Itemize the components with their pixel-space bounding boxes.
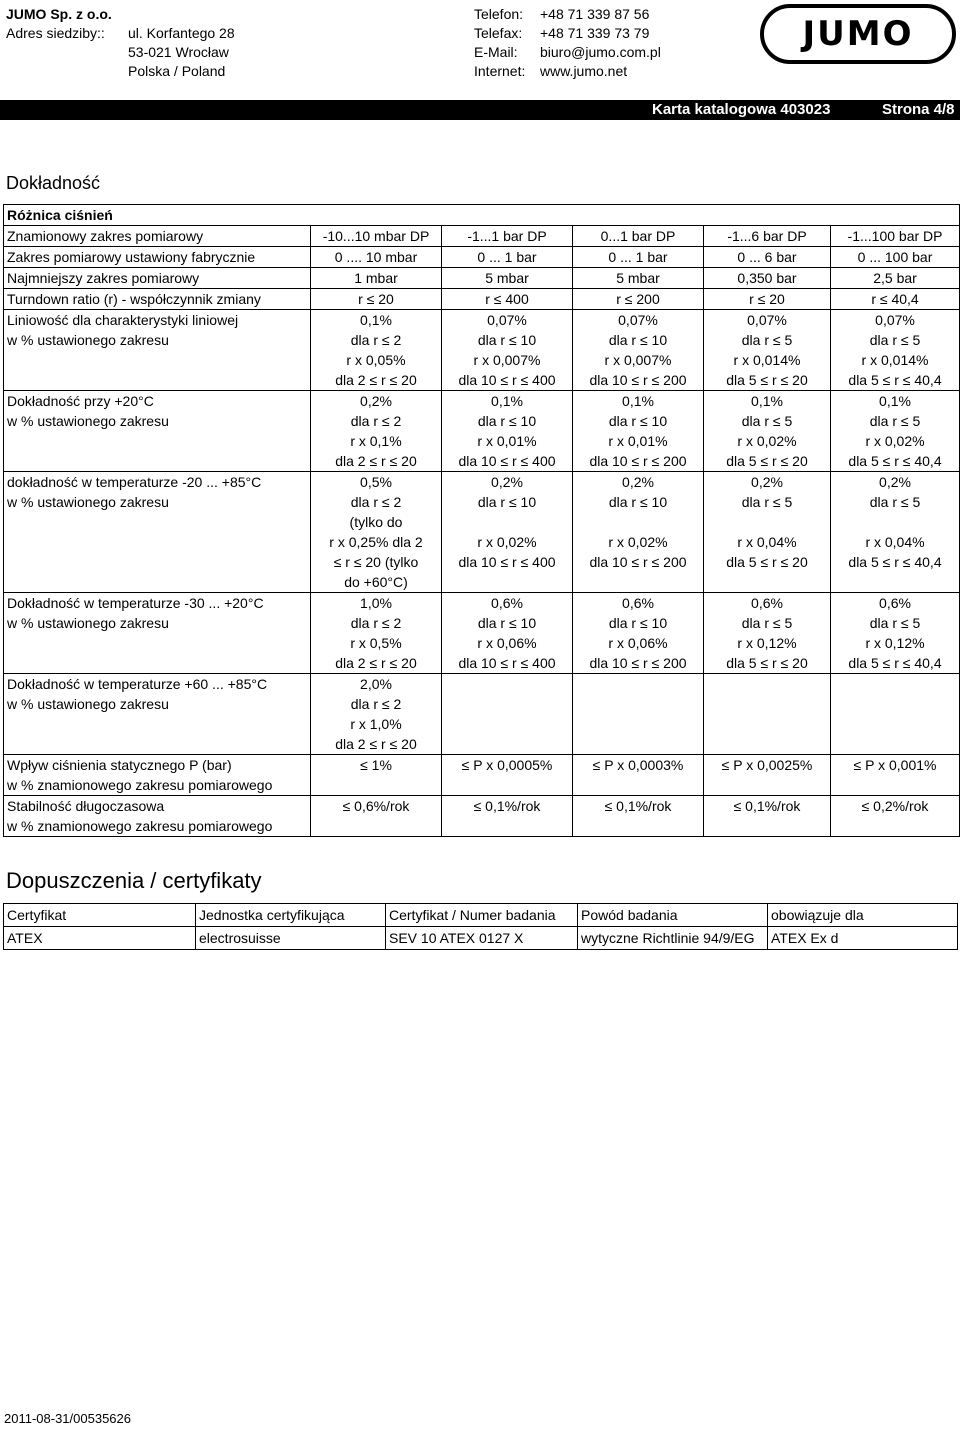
cell-line: (tylko do	[349, 514, 403, 530]
table-cell	[442, 714, 573, 755]
table-cell	[704, 674, 831, 715]
row-label-line: w % znamionowego zakresu pomiarowego	[7, 777, 273, 793]
section-title-accuracy: Dokładność	[6, 173, 101, 193]
table-cell: r ≤ 200	[573, 289, 704, 310]
title-bar	[0, 100, 960, 120]
cell-line: r x 0,01%	[608, 433, 668, 449]
table-cell	[442, 391, 573, 432]
table-cell	[831, 674, 960, 715]
certs-header-cell: Jednostka certyfikująca	[196, 904, 386, 927]
table-cell	[831, 532, 960, 593]
cell-line: dla 5 ≤ r ≤ 20	[726, 554, 808, 570]
table-cell: ≤ 0,6%/rok	[311, 796, 442, 837]
table-cell: 0 ... 6 bar	[704, 247, 831, 268]
table-cell	[573, 431, 704, 472]
cell-line: r x 0,25% dla 2	[329, 534, 423, 550]
table-cell: 0...1 bar DP	[573, 226, 704, 247]
table-cell: ≤ 0,1%/rok	[442, 796, 573, 837]
table-row	[4, 472, 960, 533]
table-cell	[704, 310, 831, 351]
cell-line: dla 2 ≤ r ≤ 20	[335, 736, 417, 752]
cell-line: 0,2%	[751, 474, 783, 490]
certs-cell: SEV 10 ATEX 0127 X	[386, 927, 578, 950]
company-info	[6, 5, 235, 81]
certs-cell: electrosuisse	[196, 927, 386, 950]
table-row	[4, 226, 960, 247]
table-cell	[573, 391, 704, 432]
table-row	[4, 755, 960, 796]
cell-line: dla r ≤ 2	[350, 696, 402, 712]
table-cell	[442, 350, 573, 391]
fax: +48 71 339 73 79	[540, 25, 650, 41]
table-cell	[311, 391, 442, 432]
table-cell	[311, 350, 442, 391]
table-row	[4, 289, 960, 310]
table-row	[4, 268, 960, 289]
table-cell	[704, 472, 831, 533]
cell-line: r x 0,12%	[865, 635, 925, 651]
cell-line: r x 0,06%	[608, 635, 668, 651]
cell-line: dla r ≤ 2	[350, 615, 402, 631]
table-row	[4, 310, 960, 351]
page-number: Strona 4/8	[882, 101, 955, 118]
cell-line: dla r ≤ 5	[741, 332, 793, 348]
cell-line: dla 10 ≤ r ≤ 400	[458, 554, 556, 570]
cell-line: 0,07%	[618, 312, 658, 328]
cell-line: r x 0,02%	[737, 433, 797, 449]
certs-cell: ATEX Ex d	[768, 927, 958, 950]
cell-line: dla 2 ≤ r ≤ 20	[335, 655, 417, 671]
table-cell	[573, 472, 704, 533]
table-cell	[573, 714, 704, 755]
cell-line: dla 5 ≤ r ≤ 20	[726, 453, 808, 469]
cell-line: dla 10 ≤ r ≤ 200	[589, 554, 687, 570]
certs-header-cell: Certyfikat	[4, 904, 196, 927]
table-subtitle: Różnica ciśnień	[4, 205, 960, 226]
table-cell: r ≤ 40,4	[831, 289, 960, 310]
row-label-line: w % ustawionego zakresu	[7, 332, 169, 348]
table-cell: -1...1 bar DP	[442, 226, 573, 247]
cell-line: 0,2%	[622, 474, 654, 490]
row-label-line: dokładność w temperaturze -20 ... +85°C	[7, 474, 262, 490]
certs-cell: ATEX	[4, 927, 196, 950]
table-subtitle-row	[4, 205, 960, 226]
row-label: Najmniejszy zakres pomiarowy	[4, 268, 311, 289]
table-cell: -1...6 bar DP	[704, 226, 831, 247]
cell-line: dla 10 ≤ r ≤ 200	[589, 453, 687, 469]
document-footer: 2011-08-31/00535626	[4, 1411, 131, 1426]
cell-line: r x 0,014%	[733, 352, 801, 368]
table-row	[4, 593, 960, 634]
jumo-logo	[760, 4, 956, 64]
cell-line: dla 10 ≤ r ≤ 200	[589, 655, 687, 671]
contact-label: Internet:	[474, 63, 526, 79]
table-row	[4, 796, 960, 837]
table-cell	[704, 714, 831, 755]
table-cell: r ≤ 20	[311, 289, 442, 310]
city: 53-021 Wrocław	[128, 44, 229, 60]
cell-line: r x 0,06%	[477, 635, 537, 651]
table-row	[4, 391, 960, 432]
cell-line: 0,1%	[491, 393, 523, 409]
row-label: Zakres pomiarowy ustawiony fabrycznie	[4, 247, 311, 268]
certs-header-cell: Powód badania	[578, 904, 768, 927]
cell-line: r x 0,02%	[477, 534, 537, 550]
table-cell	[311, 472, 442, 533]
table-cell: 0 ... 100 bar	[831, 247, 960, 268]
cell-line: 0,5%	[360, 474, 392, 490]
table-cell: r ≤ 20	[704, 289, 831, 310]
certs-header-row	[4, 904, 958, 927]
table-cell: ≤ P x 0,0003%	[573, 755, 704, 796]
cell-line: dla r ≤ 10	[477, 332, 537, 348]
table-cell	[442, 532, 573, 593]
table-cell	[831, 714, 960, 755]
table-cell: 0,350 bar	[704, 268, 831, 289]
cell-line: dla r ≤ 2	[350, 413, 402, 429]
row-label-line: w % ustawionego zakresu	[7, 615, 169, 631]
row-label-line: w % ustawionego zakresu	[7, 494, 169, 510]
row-label-line: Wpływ ciśnienia statycznego P (bar)	[7, 757, 232, 773]
row-label	[4, 472, 311, 593]
street: ul. Korfantego 28	[128, 25, 235, 41]
table-cell	[311, 532, 442, 593]
cell-line: dla r ≤ 10	[477, 494, 537, 510]
cell-line: 0,6%	[491, 595, 523, 611]
cell-line: dla r ≤ 10	[477, 413, 537, 429]
cell-line: dla r ≤ 5	[869, 332, 921, 348]
cell-line: 0,07%	[875, 312, 915, 328]
cell-line: dla 2 ≤ r ≤ 20	[335, 372, 417, 388]
table-cell: ≤ 0,1%/rok	[573, 796, 704, 837]
row-label	[4, 755, 311, 796]
row-label-line: w % ustawionego zakresu	[7, 413, 169, 429]
table-cell	[442, 431, 573, 472]
cell-line: r x 0,02%	[608, 534, 668, 550]
cell-line: 0,6%	[751, 595, 783, 611]
table-cell	[311, 310, 442, 351]
cell-line: r x 0,007%	[604, 352, 672, 368]
cell-line: r x 0,01%	[477, 433, 537, 449]
accuracy-table	[3, 204, 960, 837]
table-cell	[704, 593, 831, 634]
table-cell	[831, 593, 960, 634]
cell-line: dla r ≤ 5	[741, 413, 793, 429]
cell-line: dla 10 ≤ r ≤ 400	[458, 655, 556, 671]
cell-line: dla r ≤ 2	[350, 494, 402, 510]
logo-text: JUMO	[802, 14, 914, 54]
table-cell: 0 ... 1 bar	[442, 247, 573, 268]
row-label-line: w % znamionowego zakresu pomiarowego	[7, 818, 273, 834]
cell-line: 0,1%	[879, 393, 911, 409]
table-cell	[311, 593, 442, 634]
cell-line: r x 0,04%	[865, 534, 925, 550]
cell-line: dla r ≤ 5	[869, 413, 921, 429]
table-cell: r ≤ 400	[442, 289, 573, 310]
table-cell	[311, 431, 442, 472]
row-label-line: Dokładność przy +20°C	[7, 393, 154, 409]
address-label: Adres siedziby::	[6, 25, 105, 41]
table-cell	[442, 674, 573, 715]
cell-line: dla r ≤ 5	[741, 615, 793, 631]
cell-line: r x 0,02%	[865, 433, 925, 449]
cell-line: 0,2%	[491, 474, 523, 490]
table-cell	[704, 431, 831, 472]
cell-line: dla 5 ≤ r ≤ 40,4	[848, 554, 942, 570]
cell-line: dla r ≤ 10	[608, 494, 668, 510]
certs-header-cell: Certyfikat / Numer badania	[386, 904, 578, 927]
table-cell: 1 mbar	[311, 268, 442, 289]
cell-line: dla 5 ≤ r ≤ 20	[726, 655, 808, 671]
table-cell	[573, 532, 704, 593]
table-cell	[573, 593, 704, 634]
cell-line: dla 2 ≤ r ≤ 20	[335, 453, 417, 469]
table-cell	[311, 633, 442, 674]
cell-line: dla 5 ≤ r ≤ 40,4	[848, 655, 942, 671]
table-cell: 0 ... 1 bar	[573, 247, 704, 268]
cell-line: 0,6%	[879, 595, 911, 611]
contact-label: E-Mail:	[474, 44, 518, 60]
table-cell: ≤ P x 0,001%	[831, 755, 960, 796]
cell-line: dla r ≤ 10	[608, 332, 668, 348]
cell-line: 0,1%	[751, 393, 783, 409]
row-label: Turndown ratio (r) - współczynnik zmiany	[4, 289, 311, 310]
table-cell: ≤ P x 0,0025%	[704, 755, 831, 796]
contact-label: Telefax:	[474, 25, 523, 41]
cell-line: r x 0,04%	[737, 534, 797, 550]
country: Polska / Poland	[128, 63, 226, 79]
company-name: JUMO Sp. z o.o.	[6, 6, 112, 22]
cell-line: dla 10 ≤ r ≤ 400	[458, 372, 556, 388]
table-row	[4, 927, 958, 950]
cell-line: 0,2%	[879, 474, 911, 490]
row-label	[4, 796, 311, 837]
row-label-line: Stabilność długoczasowa	[7, 798, 165, 814]
website-link[interactable]: www.jumo.net	[540, 63, 628, 79]
table-cell: ≤ 0,1%/rok	[704, 796, 831, 837]
cell-line: r x 0,1%	[350, 433, 402, 449]
cell-line: dla r ≤ 5	[869, 615, 921, 631]
row-label-line: w % ustawionego zakresu	[7, 696, 169, 712]
table-cell	[704, 532, 831, 593]
table-cell: 2,5 bar	[831, 268, 960, 289]
cell-line: 0,07%	[747, 312, 787, 328]
table-cell	[573, 674, 704, 715]
cell-line: dla r ≤ 5	[741, 494, 793, 510]
table-cell: -1...100 bar DP	[831, 226, 960, 247]
cell-line: 0,1%	[360, 312, 392, 328]
table-cell: ≤ 1%	[311, 755, 442, 796]
table-row	[4, 247, 960, 268]
row-label	[4, 674, 311, 755]
cell-line: dla r ≤ 2	[350, 332, 402, 348]
table-cell	[311, 674, 442, 715]
table-cell	[831, 310, 960, 351]
table-cell	[831, 472, 960, 533]
certs-header-cell: obowiązuje dla	[768, 904, 958, 927]
table-cell	[704, 391, 831, 432]
table-cell	[442, 310, 573, 351]
table-cell	[831, 431, 960, 472]
cell-line: dla r ≤ 5	[869, 494, 921, 510]
table-cell	[311, 714, 442, 755]
table-cell: ≤ P x 0,0005%	[442, 755, 573, 796]
table-cell: ≤ 0,2%/rok	[831, 796, 960, 837]
row-label-line: Dokładność w temperaturze -30 ... +20°C	[7, 595, 264, 611]
cell-line: 0,1%	[622, 393, 654, 409]
cell-line: dla 5 ≤ r ≤ 40,4	[848, 453, 942, 469]
table-cell	[831, 391, 960, 432]
cell-line: r x 0,014%	[861, 352, 929, 368]
table-cell	[442, 472, 573, 533]
cell-line: do +60°C)	[344, 574, 408, 590]
contact-label: Telefon:	[474, 6, 524, 22]
table-cell	[704, 350, 831, 391]
row-label	[4, 593, 311, 674]
cell-line: 0,6%	[622, 595, 654, 611]
table-cell	[704, 633, 831, 674]
cell-line: dla r ≤ 10	[477, 615, 537, 631]
cell-line: ≤ r ≤ 20 (tylko	[333, 554, 419, 570]
cell-line: dla 10 ≤ r ≤ 400	[458, 453, 556, 469]
certs-cell: wytyczne Richtlinie 94/9/EG	[578, 927, 768, 950]
row-label-line: Dokładność w temperaturze +60 ... +85°C	[7, 676, 268, 692]
sheet-title: Karta katalogowa 403023	[652, 101, 831, 118]
cell-line: 1,0%	[360, 595, 392, 611]
row-label: Znamionowy zakres pomiarowy	[4, 226, 311, 247]
table-cell	[831, 633, 960, 674]
row-label	[4, 391, 311, 472]
table-cell: -10...10 mbar DP	[311, 226, 442, 247]
email-link[interactable]: biuro@jumo.com.pl	[540, 44, 661, 60]
cell-line: 0,07%	[487, 312, 527, 328]
cell-line: 0,2%	[360, 393, 392, 409]
contact-info	[474, 5, 661, 81]
table-cell	[573, 310, 704, 351]
table-cell	[442, 593, 573, 634]
cell-line: r x 0,12%	[737, 635, 797, 651]
table-cell: 5 mbar	[442, 268, 573, 289]
phone: +48 71 339 87 56	[540, 6, 650, 22]
cell-line: r x 0,05%	[346, 352, 406, 368]
cell-line: 2,0%	[360, 676, 392, 692]
table-cell	[442, 633, 573, 674]
certs-table	[3, 903, 958, 950]
table-cell: 0 .... 10 mbar	[311, 247, 442, 268]
table-cell: 5 mbar	[573, 268, 704, 289]
cell-line: dla r ≤ 10	[608, 413, 668, 429]
table-cell	[831, 350, 960, 391]
cell-line: dla r ≤ 10	[608, 615, 668, 631]
cell-line: dla 5 ≤ r ≤ 40,4	[848, 372, 942, 388]
row-label-line: Liniowość dla charakterystyki liniowej	[7, 312, 239, 328]
cell-line: dla 10 ≤ r ≤ 200	[589, 372, 687, 388]
table-cell	[573, 350, 704, 391]
cell-line: r x 1,0%	[350, 716, 402, 732]
table-row	[4, 674, 960, 715]
cell-line: r x 0,5%	[350, 635, 402, 651]
section-title-certs: Dopuszczenia / certyfikaty	[6, 868, 262, 893]
cell-line: dla 5 ≤ r ≤ 20	[726, 372, 808, 388]
table-cell	[573, 633, 704, 674]
cell-line: r x 0,007%	[473, 352, 541, 368]
row-label	[4, 310, 311, 391]
